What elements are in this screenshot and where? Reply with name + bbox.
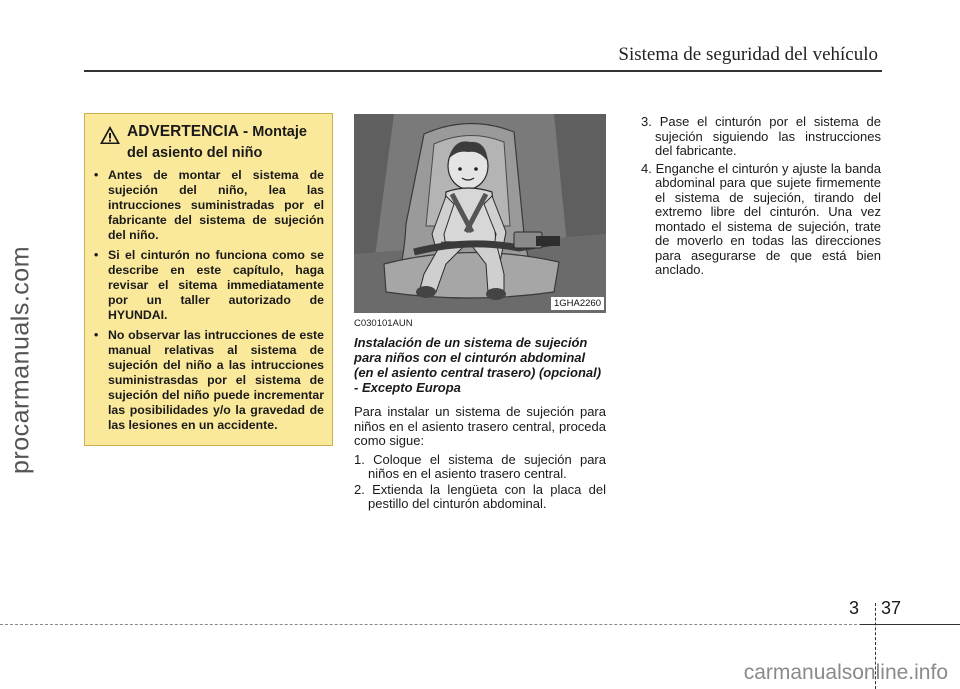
side-watermark [4,240,38,480]
warning-item: • Si el cinturón no funciona como se describe en este capítulo, haga revisar el sitema immediatamente por un taller autorizado de HYUNDAI. [94,248,324,322]
section-heading: Instalación de un sistema de sujeción para niños con el cinturón abdominal (en el asiento central trasero) (opcional) - Excepto Europa [354,335,602,395]
section-code: C030101AUN [354,318,413,329]
header-rule [84,70,882,72]
page-number: 37 [881,598,902,618]
figure-code: 1GHA2260 [551,297,604,310]
warning-title-word: ADVERTENCIA [127,123,239,140]
step-item: 1. Coloque el sistema de sujeción para niños en el asiento trasero central. [354,451,606,481]
footer-watermark: carmanualsonline.info [743,661,948,684]
chapter-number: 3 [849,598,860,618]
step-item: 3. Pase el cinturón por el sistema de sujeción siguiendo las instrucciones del fabricante. [641,114,881,158]
warning-header [93,123,324,145]
warning-list [93,168,324,433]
warning-item-text: Antes de montar el sistema de sujeción del niño, lea las intrucciones suministradas por el fabricante del sistema de sujeción del niño. [108,168,324,242]
warning-box [84,113,333,446]
footer-dashed-rule [0,624,882,625]
child-seat-drawing [354,114,606,313]
warning-title-rest: Montaje [252,124,307,140]
steps-list-right [641,115,881,278]
step-item: 2. Extienda la lengüeta con la placa del pestillo del cinturón abdominal. [354,481,606,511]
right-column [641,111,881,281]
step-item: 4. Enganche el cinturón y ajuste la banda abdominal para que sujete firmemente el sistema de sujeción, tirando del extremo libre del cinturón. Una vez montado el sistema de sujeción, trate de moverlo en todas las direcciones para asegurarse de que está bien anclado. [641,160,881,277]
warning-item-text: Si el cinturón no funciona como se describe en este capítulo, haga revisar el sitema immediatamente por un taller autorizado de HYUNDAI. [108,248,324,322]
warning-item-text: No observar las intrucciones de este manual relativas al sistema de sujeción del niño a las intrucciones suministrasdas por el sistema de sujeción del niño puede incrementar las posibilidades y/o la gravedad de las lesiones en un accidente. [108,328,324,432]
steps-list-mid [354,453,606,512]
warning-title-dash: - [242,123,249,140]
warning-title [127,123,307,141]
warning-item: • No observar las intrucciones de este manual relativas al sistema de sujeción del niño a las intrucciones suministrasdas por el sistema de sujeción del niño puede incrementar las posibilidades y/o la gravedad de las lesiones en un accidente. [94,328,324,432]
warning-subtitle: del asiento del niño [127,145,263,161]
page-header-title: Sistema de seguridad del vehículo [618,44,878,65]
warning-item: • Antes de montar el sistema de sujeción del niño, lea las intrucciones suministradas por el fabricante del sistema de sujeción del niño. [94,168,324,242]
middle-column [354,318,606,513]
warning-triangle-icon [99,125,121,145]
child-seat-illustration [354,114,606,313]
side-watermark-text: procarmanuals.com [6,245,35,475]
section-intro: Para instalar un sistema de sujeción para niños en el asiento trasero central, proceda como sigue: [354,404,606,448]
